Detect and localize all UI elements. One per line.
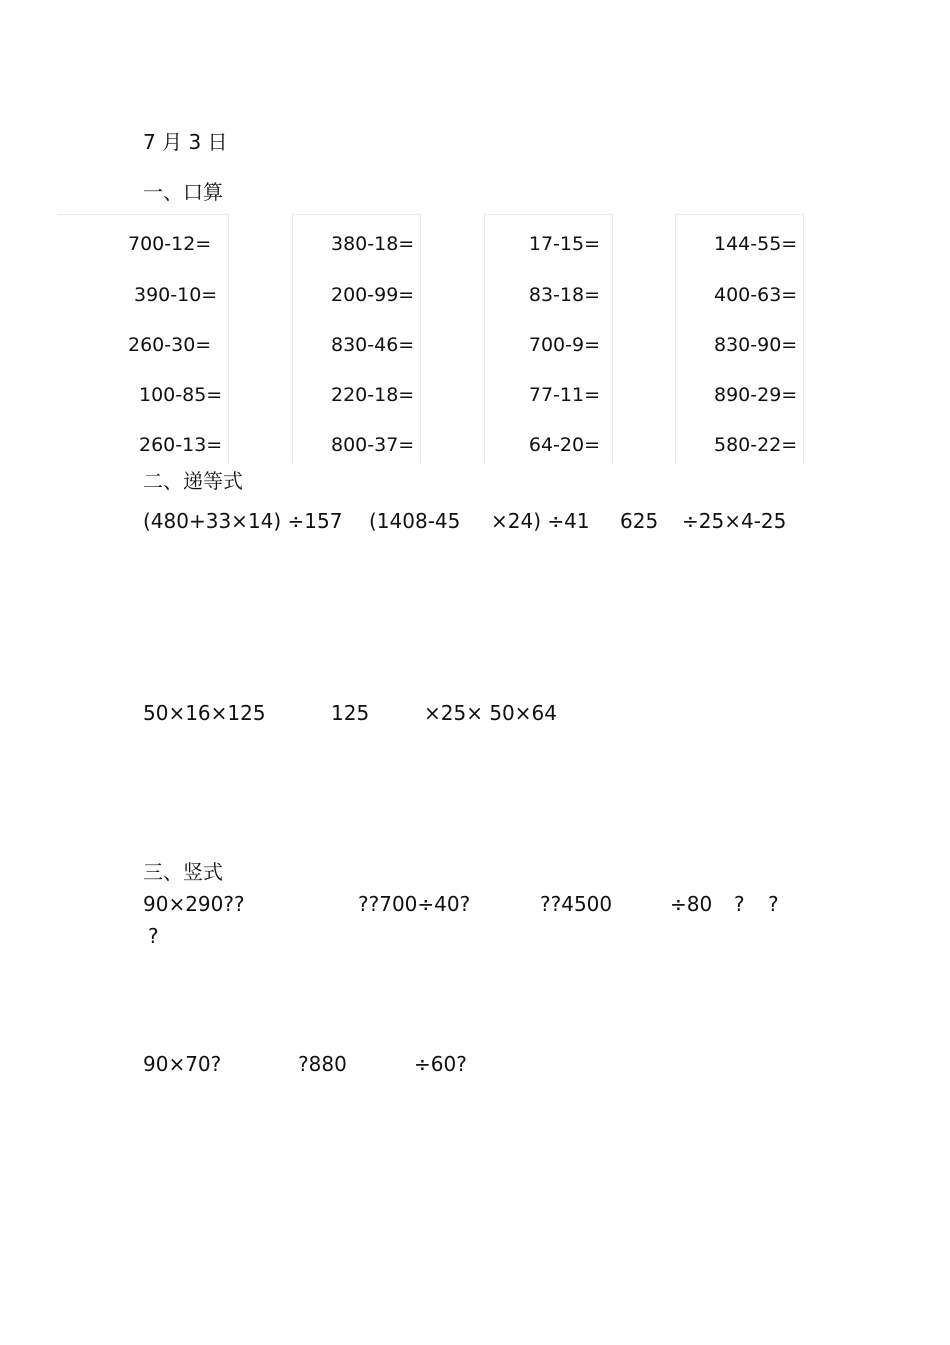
- vertical-problem: 90×70?: [143, 1052, 222, 1076]
- oral-equation: 700-9=: [528, 334, 600, 356]
- vertical-problem: 90×290??: [143, 892, 245, 916]
- oral-equation: 700-12=: [128, 233, 212, 255]
- step-expression: ×24) ÷41: [491, 509, 590, 533]
- step-expression: 625: [620, 509, 659, 533]
- oral-equation: 17-15=: [528, 233, 600, 255]
- vertical-problem: ?: [148, 924, 159, 948]
- vertical-problem: ?: [768, 892, 779, 916]
- oral-equation: 200-99=: [331, 284, 415, 306]
- vertical-problem: ÷60?: [414, 1052, 467, 1076]
- vertical-problem: ?880: [298, 1052, 347, 1076]
- step-expression: 50×16×125: [143, 701, 266, 725]
- step-expression: ÷25×4-25: [682, 509, 787, 533]
- vertical-problem: ??700÷40?: [358, 892, 471, 916]
- step-expression: (1408-45: [369, 509, 461, 533]
- oral-equation: 77-11=: [528, 384, 600, 406]
- oral-equation: 64-20=: [528, 434, 600, 456]
- oral-equation: 800-37=: [331, 434, 415, 456]
- oral-equation: 390-10=: [134, 284, 218, 306]
- step-expression: ×25× 50×64: [424, 701, 557, 725]
- step-expression: (480+33×14) ÷157: [143, 509, 343, 533]
- oral-equation: 260-30=: [128, 334, 212, 356]
- oral-equation: 580-22=: [714, 434, 798, 456]
- oral-equation: 83-18=: [528, 284, 600, 306]
- date-heading: 7 月 3 日: [143, 130, 228, 154]
- oral-equation: 380-18=: [331, 233, 415, 255]
- oral-equation: 400-63=: [714, 284, 798, 306]
- oral-equation: 100-85=: [139, 384, 223, 406]
- oral-equation: 220-18=: [331, 384, 415, 406]
- vertical-problem: ??4500: [540, 892, 613, 916]
- oral-equation: 890-29=: [714, 384, 798, 406]
- vertical-problem: ?: [734, 892, 745, 916]
- vertical-problem: ÷80: [670, 892, 713, 916]
- section3-title: 三、竖式: [143, 860, 223, 884]
- oral-equation: 830-90=: [714, 334, 798, 356]
- section2-title: 二、递等式: [143, 469, 243, 493]
- oral-equation: 144-55=: [714, 233, 798, 255]
- oral-equation: 830-46=: [331, 334, 415, 356]
- oral-equation: 260-13=: [139, 434, 223, 456]
- section1-title: 一、口算: [143, 180, 223, 204]
- step-expression: 125: [331, 701, 370, 725]
